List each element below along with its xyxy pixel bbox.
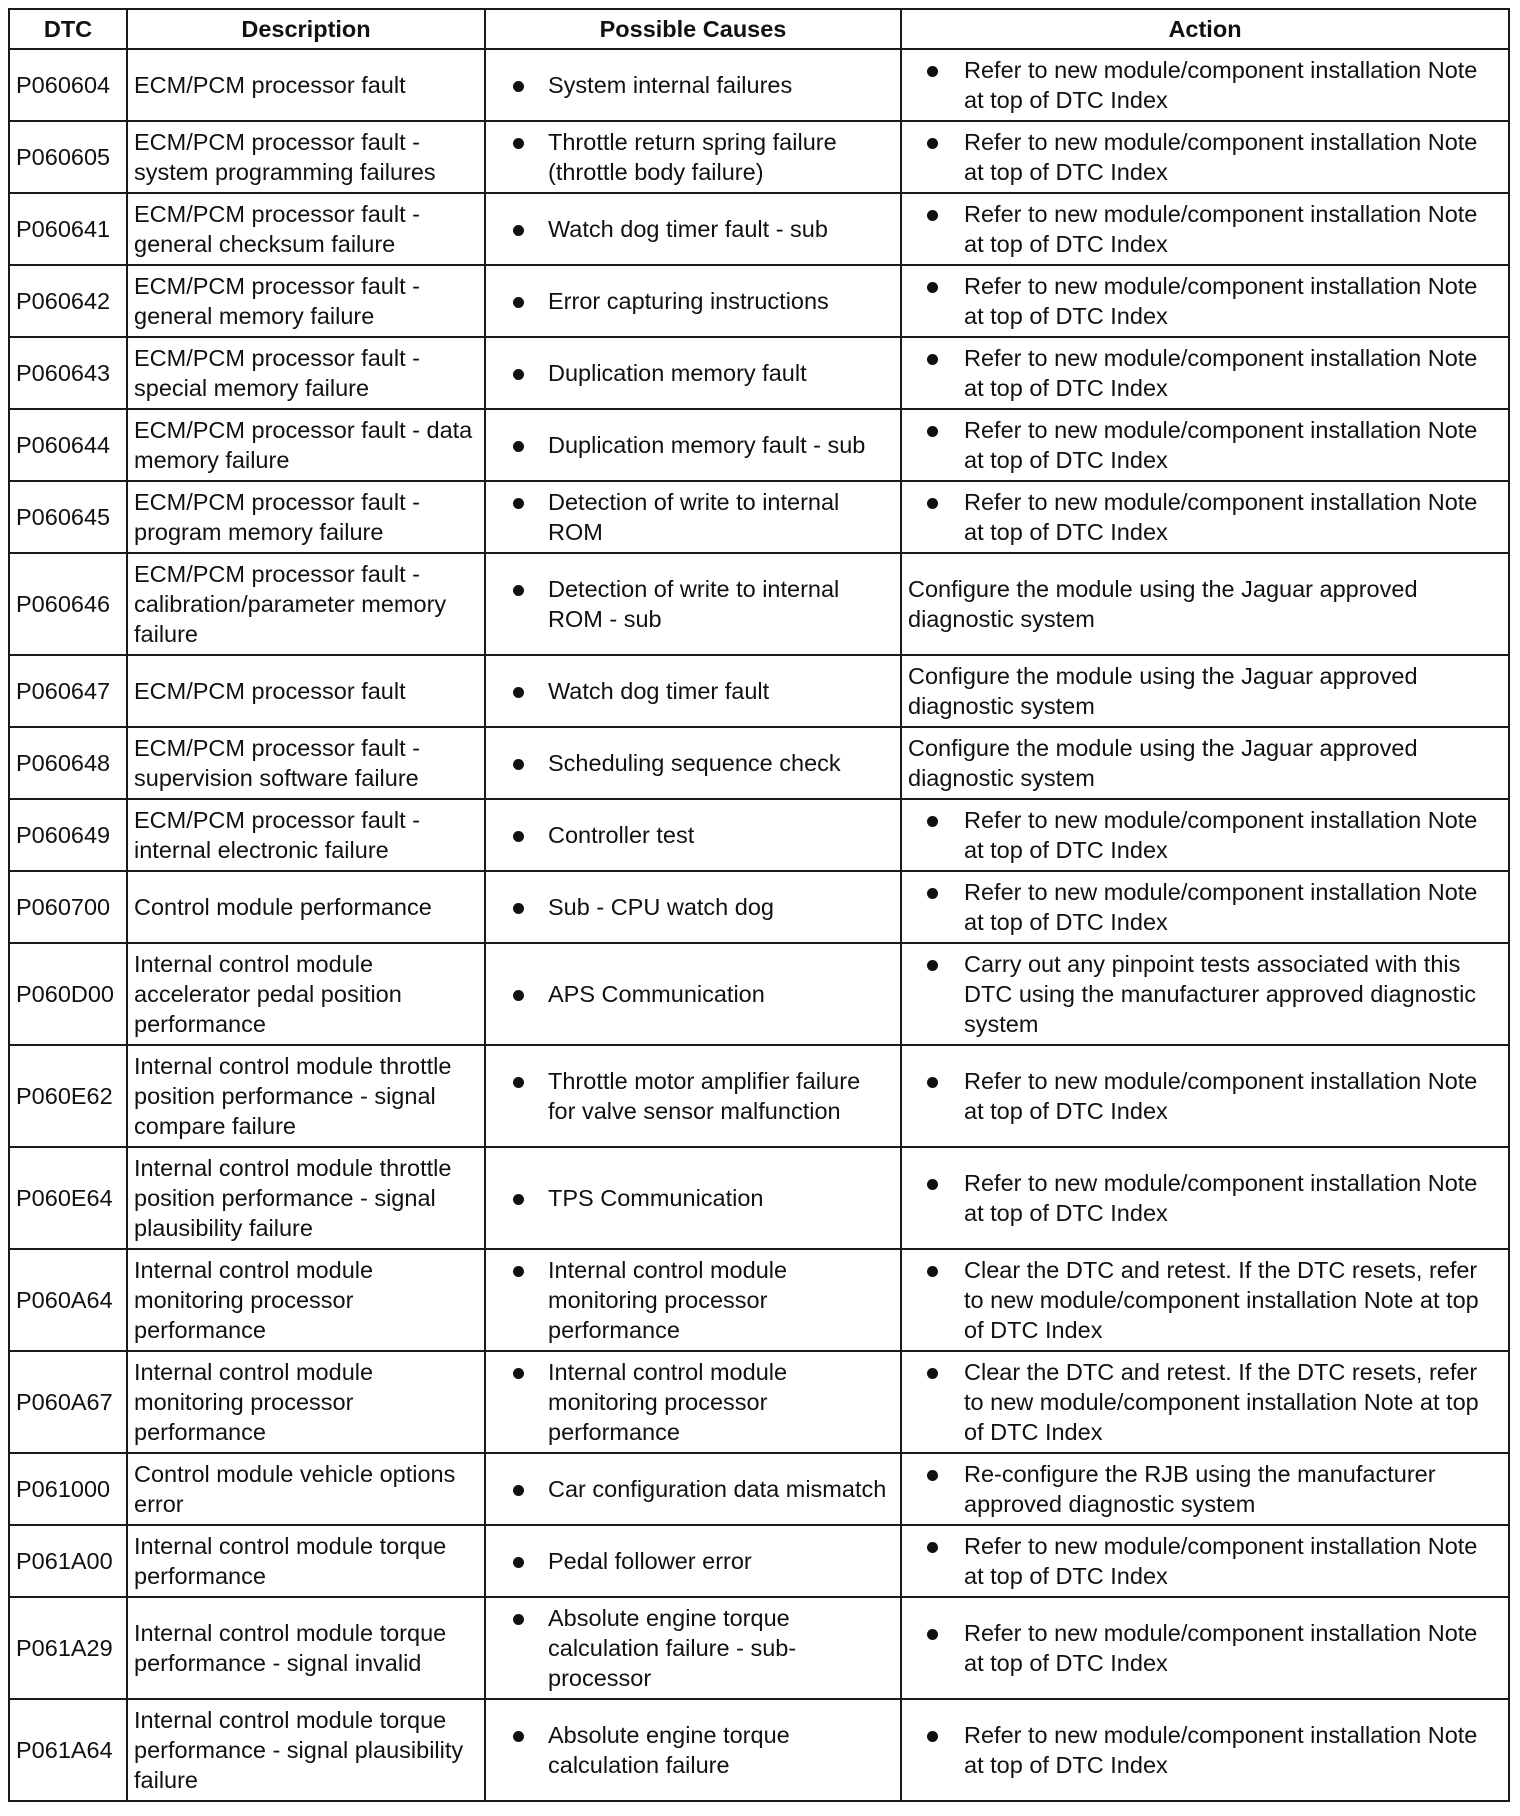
dtc-code: P060644 xyxy=(9,409,127,481)
dtc-description: ECM/PCM processor fault xyxy=(127,49,485,121)
header-row xyxy=(9,9,1509,49)
possible-cause: Car configuration data mismatch xyxy=(492,1474,894,1504)
possible-cause-cell xyxy=(485,871,901,943)
action-text: Configure the module using the Jaguar approved diagnostic system xyxy=(908,663,1418,719)
dtc-code: P061A64 xyxy=(9,1699,127,1801)
possible-cause-cell xyxy=(485,1147,901,1249)
dtc-description: ECM/PCM processor fault - data memory failure xyxy=(127,409,485,481)
possible-cause: Watch dog timer fault xyxy=(492,676,894,706)
action-cell xyxy=(901,121,1509,193)
dtc-description: ECM/PCM processor fault - internal electronic failure xyxy=(127,799,485,871)
possible-cause: Detection of write to internal ROM - sub xyxy=(492,574,894,634)
action-text: Refer to new module/component installation Note at top of DTC Index xyxy=(908,1531,1502,1591)
table-row xyxy=(9,553,1509,655)
possible-cause: Internal control module monitoring processor performance xyxy=(492,1255,894,1345)
possible-cause: Absolute engine torque calculation failure - sub-processor xyxy=(492,1603,894,1693)
table-row xyxy=(9,655,1509,727)
action-cell xyxy=(901,337,1509,409)
action-cell xyxy=(901,727,1509,799)
action-text: Refer to new module/component installation Note at top of DTC Index xyxy=(908,1066,1502,1126)
action-cell xyxy=(901,49,1509,121)
table-row xyxy=(9,49,1509,121)
possible-cause: Watch dog timer fault - sub xyxy=(492,214,894,244)
table-row xyxy=(9,121,1509,193)
dtc-description: ECM/PCM processor fault - calibration/parameter memory failure xyxy=(127,553,485,655)
dtc-description: ECM/PCM processor fault - special memory failure xyxy=(127,337,485,409)
action-cell xyxy=(901,1525,1509,1597)
action-text: Carry out any pinpoint tests associated with this DTC using the manufacturer approved diagnostic system xyxy=(908,949,1502,1039)
dtc-description: Internal control module monitoring processor performance xyxy=(127,1351,485,1453)
action-text: Re-configure the RJB using the manufacturer approved diagnostic system xyxy=(908,1459,1502,1519)
possible-cause-cell xyxy=(485,943,901,1045)
possible-cause-cell xyxy=(485,1597,901,1699)
table-row xyxy=(9,265,1509,337)
dtc-description: ECM/PCM processor fault - general checksum failure xyxy=(127,193,485,265)
dtc-code: P060641 xyxy=(9,193,127,265)
dtc-page xyxy=(8,8,1510,1802)
dtc-description: Internal control module torque performance - signal invalid xyxy=(127,1597,485,1699)
action-cell xyxy=(901,1045,1509,1147)
possible-cause: Pedal follower error xyxy=(492,1546,894,1576)
action-text: Refer to new module/component installation Note at top of DTC Index xyxy=(908,1618,1502,1678)
dtc-code: P060649 xyxy=(9,799,127,871)
table-row xyxy=(9,943,1509,1045)
possible-cause-cell xyxy=(485,337,901,409)
action-cell xyxy=(901,799,1509,871)
table-row xyxy=(9,481,1509,553)
possible-cause-cell xyxy=(485,553,901,655)
possible-cause: System internal failures xyxy=(492,70,894,100)
action-cell xyxy=(901,1453,1509,1525)
action-cell xyxy=(901,553,1509,655)
action-cell xyxy=(901,943,1509,1045)
dtc-code: P060A64 xyxy=(9,1249,127,1351)
dtc-code: P060645 xyxy=(9,481,127,553)
dtc-description: Control module performance xyxy=(127,871,485,943)
dtc-code: P060647 xyxy=(9,655,127,727)
dtc-description: ECM/PCM processor fault xyxy=(127,655,485,727)
dtc-code: P060604 xyxy=(9,49,127,121)
action-cell xyxy=(901,1597,1509,1699)
dtc-description: Control module vehicle options error xyxy=(127,1453,485,1525)
dtc-description: Internal control module monitoring processor performance xyxy=(127,1249,485,1351)
action-text: Clear the DTC and retest. If the DTC resets, refer to new module/component installation Note at top of DTC Index xyxy=(908,1357,1502,1447)
possible-cause: Detection of write to internal ROM xyxy=(492,487,894,547)
possible-cause-cell xyxy=(485,1699,901,1801)
dtc-code: P060D00 xyxy=(9,943,127,1045)
possible-cause: Controller test xyxy=(492,820,894,850)
dtc-description: Internal control module throttle position performance - signal compare failure xyxy=(127,1045,485,1147)
action-text: Refer to new module/component installation Note at top of DTC Index xyxy=(908,487,1502,547)
action-text: Refer to new module/component installation Note at top of DTC Index xyxy=(908,415,1502,475)
possible-cause: APS Communication xyxy=(492,979,894,1009)
possible-cause-cell xyxy=(485,121,901,193)
action-text: Refer to new module/component installation Note at top of DTC Index xyxy=(908,805,1502,865)
possible-cause-cell xyxy=(485,1249,901,1351)
action-cell xyxy=(901,481,1509,553)
possible-cause: Throttle motor amplifier failure for valve sensor malfunction xyxy=(492,1066,894,1126)
action-text: Refer to new module/component installation Note at top of DTC Index xyxy=(908,877,1502,937)
dtc-description: ECM/PCM processor fault - supervision software failure xyxy=(127,727,485,799)
action-text: Refer to new module/component installation Note at top of DTC Index xyxy=(908,55,1502,115)
header-possible-causes: Possible Causes xyxy=(485,9,901,49)
possible-cause-cell xyxy=(485,1525,901,1597)
possible-cause-cell xyxy=(485,1351,901,1453)
table-row xyxy=(9,727,1509,799)
action-cell xyxy=(901,1699,1509,1801)
action-text: Configure the module using the Jaguar approved diagnostic system xyxy=(908,576,1418,632)
action-cell xyxy=(901,409,1509,481)
dtc-description: ECM/PCM processor fault - program memory failure xyxy=(127,481,485,553)
dtc-description: ECM/PCM processor fault - system programming failures xyxy=(127,121,485,193)
dtc-table-header xyxy=(9,9,1509,49)
header-action: Action xyxy=(901,9,1509,49)
possible-cause: Duplication memory fault - sub xyxy=(492,430,894,460)
table-row xyxy=(9,1597,1509,1699)
possible-cause-cell xyxy=(485,481,901,553)
dtc-code: P060E64 xyxy=(9,1147,127,1249)
dtc-description: Internal control module throttle position performance - signal plausibility failure xyxy=(127,1147,485,1249)
action-text: Refer to new module/component installation Note at top of DTC Index xyxy=(908,127,1502,187)
table-row xyxy=(9,193,1509,265)
possible-cause: Throttle return spring failure (throttle body failure) xyxy=(492,127,894,187)
dtc-code: P061A00 xyxy=(9,1525,127,1597)
action-text: Refer to new module/component installation Note at top of DTC Index xyxy=(908,199,1502,259)
table-row xyxy=(9,1045,1509,1147)
dtc-code: P060E62 xyxy=(9,1045,127,1147)
possible-cause-cell xyxy=(485,799,901,871)
possible-cause: TPS Communication xyxy=(492,1183,894,1213)
possible-cause-cell xyxy=(485,265,901,337)
dtc-description: ECM/PCM processor fault - general memory failure xyxy=(127,265,485,337)
action-text: Clear the DTC and retest. If the DTC resets, refer to new module/component installation Note at top of DTC Index xyxy=(908,1255,1502,1345)
dtc-code: P060648 xyxy=(9,727,127,799)
dtc-table xyxy=(8,8,1510,1802)
dtc-code: P060642 xyxy=(9,265,127,337)
dtc-code: P060646 xyxy=(9,553,127,655)
table-row xyxy=(9,1249,1509,1351)
possible-cause-cell xyxy=(485,655,901,727)
dtc-table-body xyxy=(9,49,1509,1801)
table-row xyxy=(9,1147,1509,1249)
table-row xyxy=(9,871,1509,943)
dtc-code: P060643 xyxy=(9,337,127,409)
possible-cause: Scheduling sequence check xyxy=(492,748,894,778)
dtc-code: P061000 xyxy=(9,1453,127,1525)
possible-cause-cell xyxy=(485,49,901,121)
dtc-description: Internal control module torque performance xyxy=(127,1525,485,1597)
action-cell xyxy=(901,655,1509,727)
dtc-description: Internal control module torque performance - signal plausibility failure xyxy=(127,1699,485,1801)
table-row xyxy=(9,799,1509,871)
possible-cause: Internal control module monitoring processor performance xyxy=(492,1357,894,1447)
dtc-code: P060A67 xyxy=(9,1351,127,1453)
table-row xyxy=(9,1453,1509,1525)
possible-cause-cell xyxy=(485,193,901,265)
action-text: Refer to new module/component installation Note at top of DTC Index xyxy=(908,271,1502,331)
action-cell xyxy=(901,193,1509,265)
dtc-code: P060605 xyxy=(9,121,127,193)
possible-cause-cell xyxy=(485,409,901,481)
possible-cause-cell xyxy=(485,727,901,799)
action-cell xyxy=(901,265,1509,337)
dtc-description: Internal control module accelerator pedal position performance xyxy=(127,943,485,1045)
action-text: Refer to new module/component installation Note at top of DTC Index xyxy=(908,343,1502,403)
possible-cause-cell xyxy=(485,1453,901,1525)
header-dtc: DTC xyxy=(9,9,127,49)
table-row xyxy=(9,1351,1509,1453)
possible-cause-cell xyxy=(485,1045,901,1147)
possible-cause: Sub - CPU watch dog xyxy=(492,892,894,922)
action-cell xyxy=(901,871,1509,943)
table-row xyxy=(9,409,1509,481)
dtc-code: P061A29 xyxy=(9,1597,127,1699)
action-cell xyxy=(901,1147,1509,1249)
action-cell xyxy=(901,1351,1509,1453)
action-text: Refer to new module/component installation Note at top of DTC Index xyxy=(908,1720,1502,1780)
possible-cause: Duplication memory fault xyxy=(492,358,894,388)
table-row xyxy=(9,1699,1509,1801)
possible-cause: Absolute engine torque calculation failure xyxy=(492,1720,894,1780)
action-text: Configure the module using the Jaguar approved diagnostic system xyxy=(908,735,1418,791)
table-row xyxy=(9,1525,1509,1597)
dtc-code: P060700 xyxy=(9,871,127,943)
action-cell xyxy=(901,1249,1509,1351)
possible-cause: Error capturing instructions xyxy=(492,286,894,316)
header-description: Description xyxy=(127,9,485,49)
action-text: Refer to new module/component installation Note at top of DTC Index xyxy=(908,1168,1502,1228)
table-row xyxy=(9,337,1509,409)
